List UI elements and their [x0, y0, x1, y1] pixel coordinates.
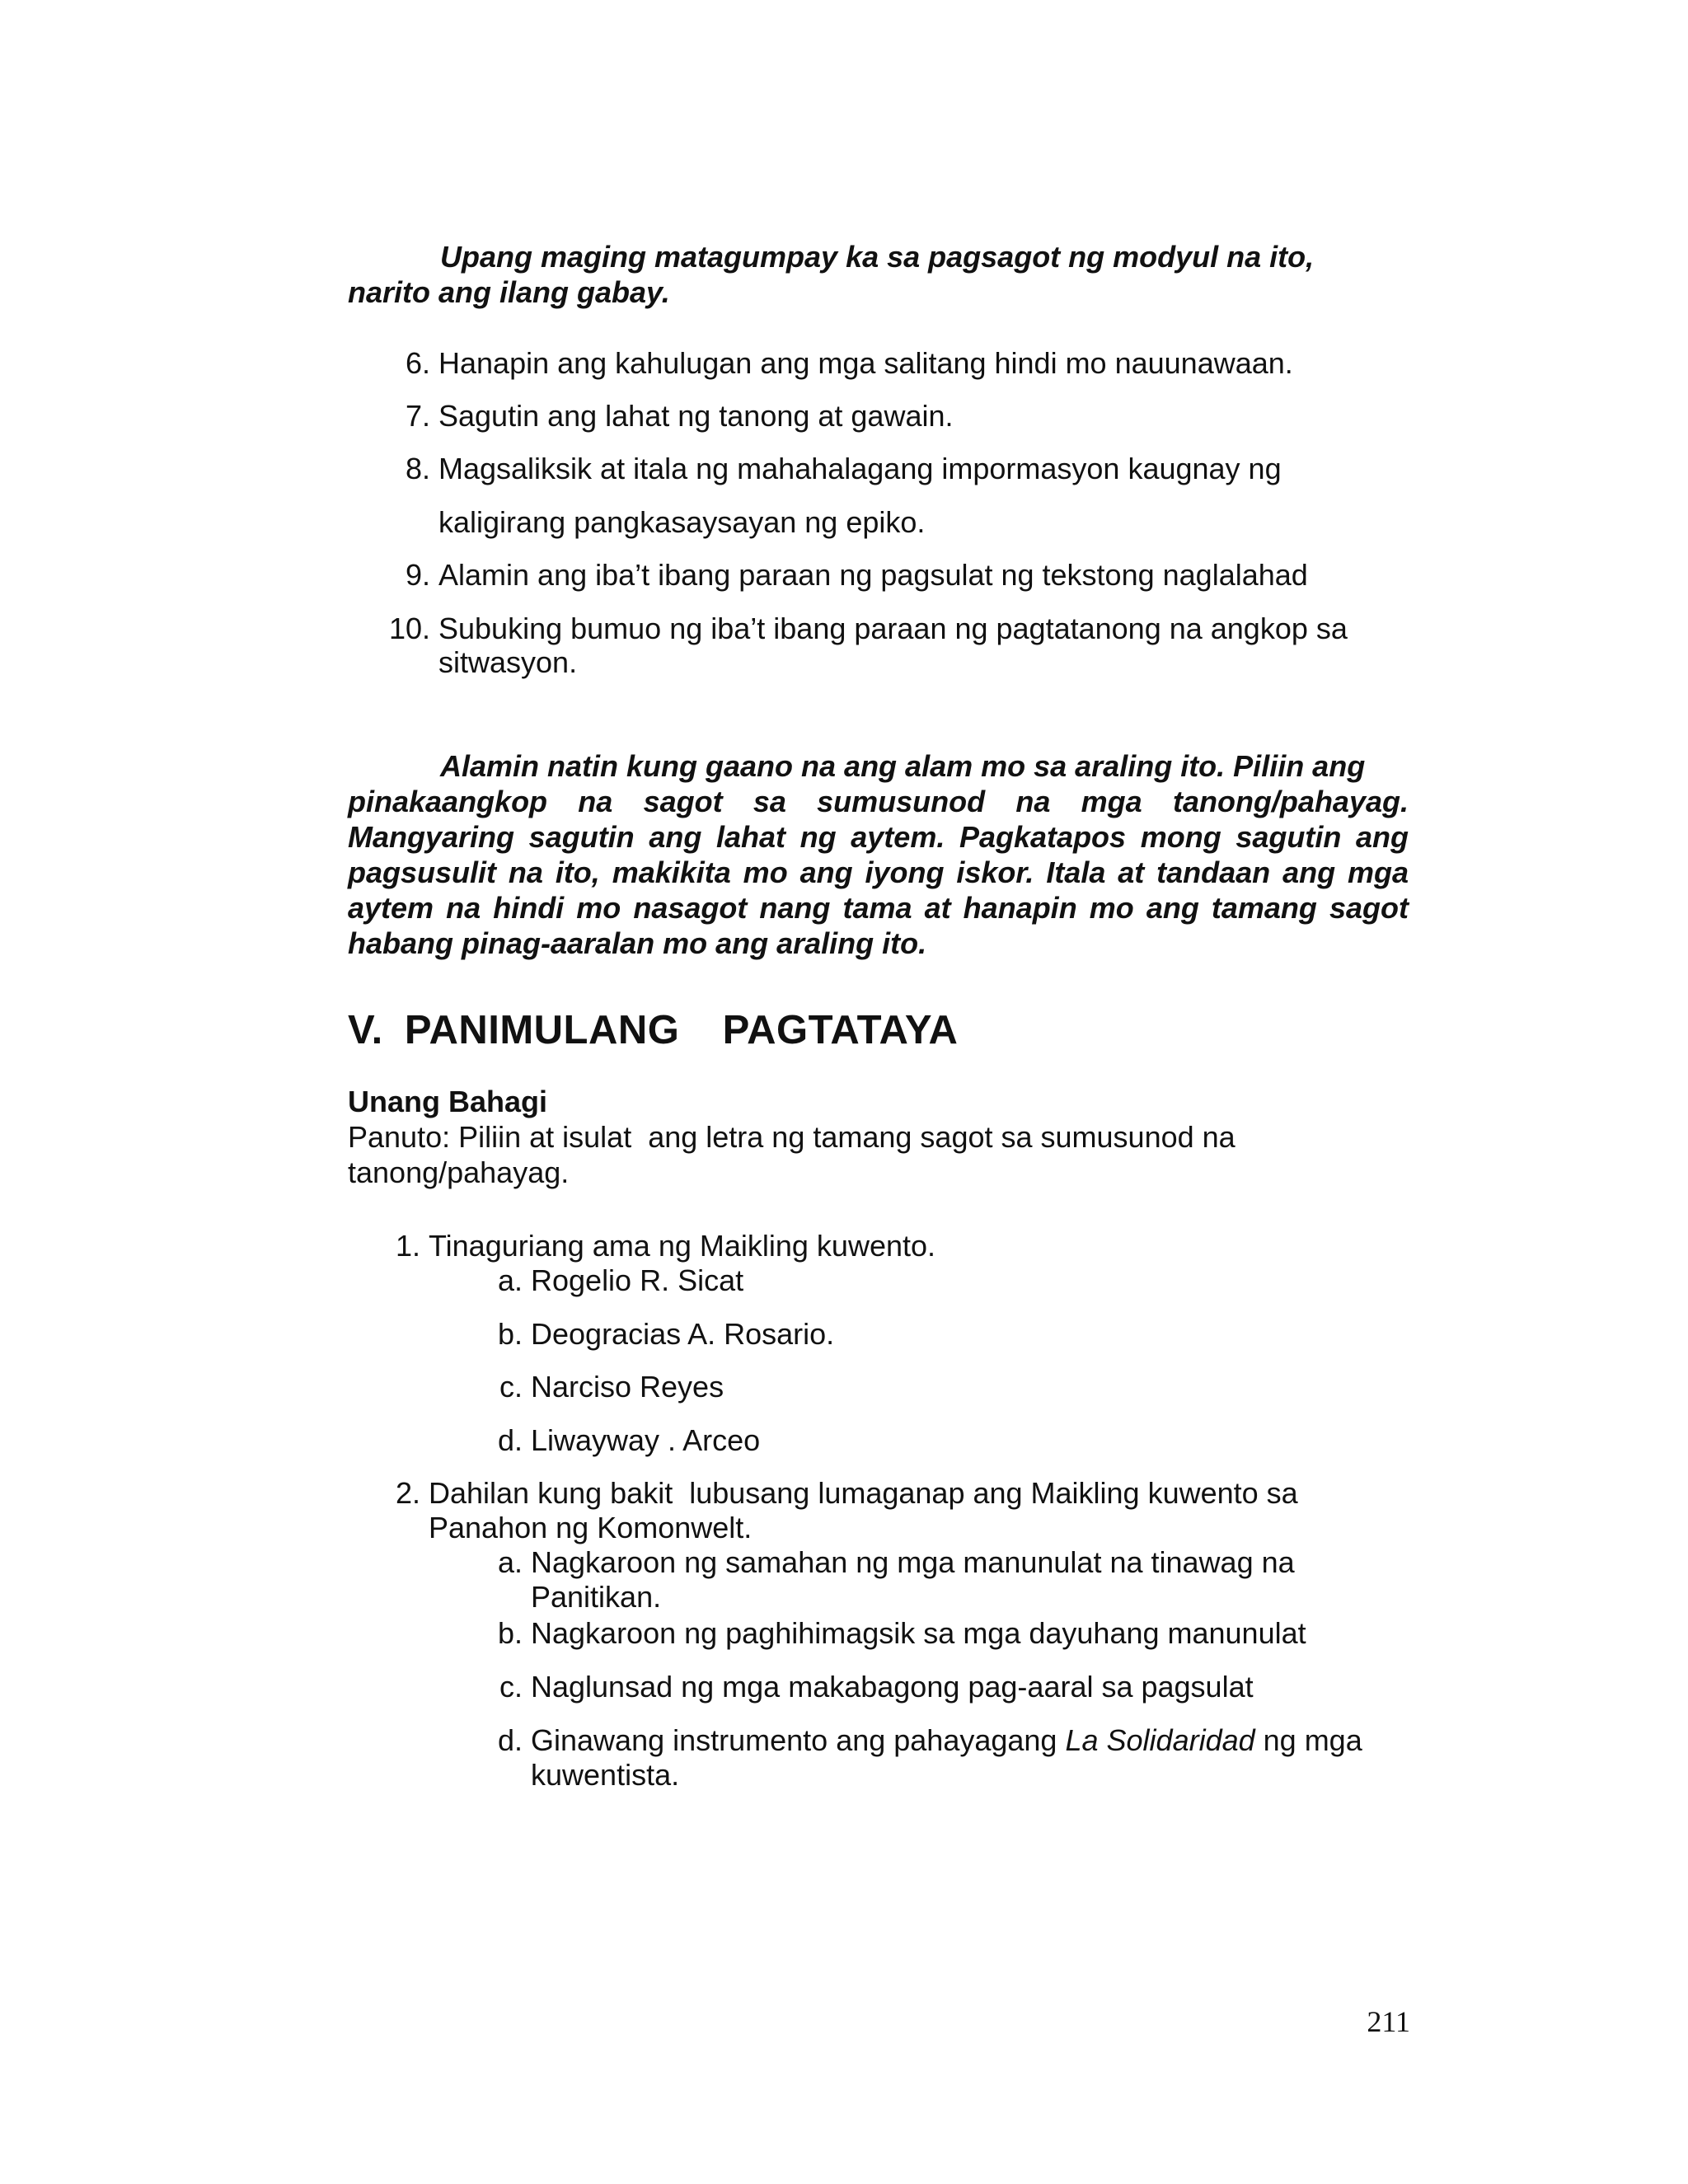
page-number: 211	[1367, 2005, 1410, 2038]
item-number: 8.	[405, 452, 430, 485]
list-item	[388, 611, 1348, 646]
assessment-intro-line: pagsusulit na ito, makikita mo ang iyong iskor. Itala at tandaan ang mga	[348, 855, 1409, 889]
item-text-continued: sitwasyon.	[438, 645, 578, 679]
newspaper-title: La Solidaridad	[1065, 1723, 1255, 1757]
choice-text-before: Ginawang instrumento ang pahayagang	[531, 1723, 1066, 1757]
intro-guide	[348, 239, 1419, 310]
choice-letter: d.	[497, 1423, 523, 1457]
choice-continuation	[531, 1579, 661, 1615]
assessment-intro-line: Alamin natin kung gaano na ang alam mo sa araling ito. Piliin ang	[440, 749, 1366, 783]
item-text: Alamin ang iba’t ibang paraan ng pagsulat ng tekstong naglalahad	[438, 558, 1308, 592]
choice	[497, 1316, 835, 1352]
item-number: 10.	[388, 612, 430, 645]
choice-letter: c.	[499, 1370, 523, 1404]
assessment-intro	[348, 748, 1409, 961]
choice-text: Nagkaroon ng samahan ng mga manunulat na tinawag na	[531, 1545, 1295, 1579]
item-text: Magsaliksik at itala ng mahahalagang impormasyon kaugnay ng	[438, 452, 1282, 485]
choice-letter: a.	[497, 1545, 523, 1579]
assessment-intro-line: aytem na hindi mo nasagot nang tama at hanapin mo ang tamang sagot	[348, 891, 1409, 925]
choice-letter: a.	[497, 1263, 523, 1297]
assessment-intro-line: Mangyaring sagutin ang lahat ng aytem. Pagkatapos mong sagutin ang	[348, 820, 1409, 854]
question-continuation	[429, 1510, 752, 1545]
choice-text: Nagkaroon ng paghihimagsik sa mga dayuhang manunulat	[531, 1616, 1306, 1650]
question-number: 2.	[395, 1476, 420, 1510]
question-text: Dahilan kung bakit lubusang lumaganap ang Maikling kuwento sa	[429, 1476, 1298, 1510]
choice-text: Narciso Reyes	[531, 1370, 724, 1404]
choice-text-after: ng mga	[1254, 1723, 1362, 1757]
list-item-continuation	[438, 504, 925, 540]
list-item	[405, 398, 954, 434]
choice	[499, 1669, 1254, 1704]
choice	[497, 1722, 1362, 1758]
choice-text: Rogelio R. Sicat	[531, 1263, 744, 1297]
choice-text-continued: kuwentista.	[531, 1758, 680, 1792]
choice	[497, 1422, 761, 1458]
list-item	[405, 451, 1282, 486]
choice-letter: b.	[497, 1317, 523, 1351]
list-item	[405, 557, 1308, 593]
choice-continuation	[531, 1757, 679, 1793]
choice	[497, 1544, 1295, 1580]
question-text-continued: Panahon ng Komonwelt.	[429, 1511, 753, 1544]
item-number: 7.	[405, 399, 430, 433]
section-heading: V. PANIMULANG PAGTATAYA	[348, 1008, 959, 1052]
assessment-intro-line: pinakaangkop na sagot sa sumusunod na mga tanong/pahayag.	[348, 785, 1409, 818]
choice-letter: d.	[497, 1723, 523, 1757]
instructions	[348, 1119, 1337, 1190]
choice-text: Deogracias A. Rosario.	[531, 1317, 835, 1351]
item-text: Subuking bumuo ng iba’t ibang paraan ng pagtatanong na angkop sa	[438, 612, 1348, 645]
assessment-intro-line: habang pinag-aaralan mo ang araling ito.	[348, 926, 927, 960]
question	[395, 1475, 1298, 1511]
intro-guide-line-2: narito ang ilang gabay.	[348, 275, 670, 309]
item-number: 9.	[405, 558, 430, 592]
item-text: Hanapin ang kahulugan ang mga salitang hindi mo nauunawaan.	[438, 346, 1293, 380]
instructions-line: Panuto: Piliin at isulat ang letra ng tamang sagot sa sumusunod na	[348, 1120, 1236, 1154]
choice	[497, 1615, 1306, 1651]
choice-letter: b.	[497, 1616, 523, 1650]
question	[395, 1228, 936, 1263]
choice-text: Naglunsad ng mga makabagong pag-aaral sa pagsulat	[531, 1670, 1254, 1704]
instructions-line: tanong/pahayag.	[348, 1155, 570, 1189]
choice-letter: c.	[499, 1670, 523, 1704]
choice-text-continued: Panitikan.	[531, 1580, 662, 1614]
item-text-continued: kaligirang pangkasaysayan ng epiko.	[438, 505, 926, 539]
intro-guide-line-1: Upang maging matagumpay ka sa pagsagot ng modyul na ito,	[440, 240, 1315, 274]
list-item	[405, 345, 1293, 381]
choice	[499, 1369, 724, 1404]
question-text: Tinaguriang ama ng Maikling kuwento.	[429, 1229, 936, 1263]
choice	[497, 1263, 744, 1298]
item-text: Sagutin ang lahat ng tanong at gawain.	[438, 399, 954, 433]
part-title: Unang Bahagi	[348, 1085, 548, 1118]
list-item-continuation	[438, 644, 577, 680]
item-number: 6.	[405, 346, 430, 380]
choice-text: Liwayway . Arceo	[531, 1423, 761, 1457]
question-number: 1.	[395, 1229, 420, 1263]
